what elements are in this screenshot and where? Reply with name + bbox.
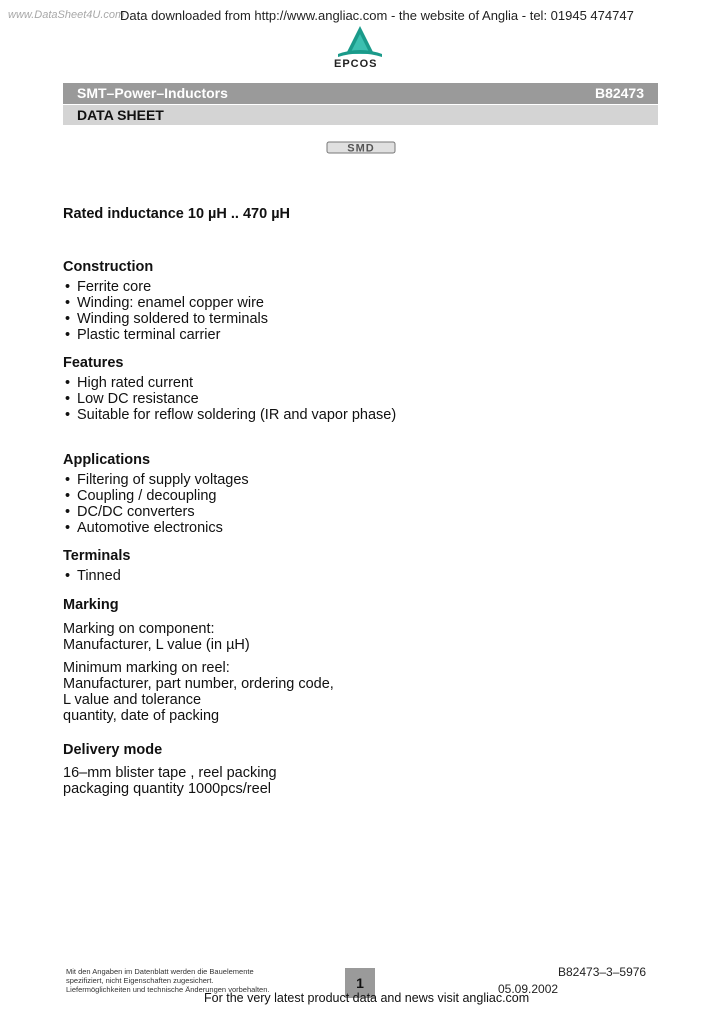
text-line: Manufacturer, L value (in µH) [63, 637, 250, 653]
list-item: • Plastic terminal carrier [63, 327, 268, 343]
text-line: 16–mm blister tape , reel packing [63, 765, 277, 781]
footer-disclaimer [66, 967, 269, 994]
terminals-heading: Terminals [63, 548, 131, 564]
list-item: • Low DC resistance [63, 391, 396, 407]
list-item: • Winding: enamel copper wire [63, 295, 268, 311]
text-line: Mit den Angaben im Datenblatt werden die Bauelemente [66, 967, 254, 976]
construction-heading: Construction [63, 259, 154, 275]
doc-type-bar [63, 105, 658, 125]
page-number: 1 [345, 968, 375, 998]
doc-code: B82473–3–5976 [558, 965, 647, 979]
list-item: • Tinned [63, 568, 121, 584]
text-line: Liefermöglichkeiten und technische Änderungen vorbehalten. [66, 985, 270, 994]
features-heading: Features [63, 355, 124, 371]
rated-inductance: Rated inductance 10 µH .. 470 µH [63, 206, 291, 222]
text-line: L value and tolerance [63, 692, 202, 708]
delivery-heading: Delivery mode [63, 742, 163, 758]
text-line: packaging quantity 1000pcs/reel [63, 781, 271, 797]
smd-badge-text: SMD [347, 142, 375, 155]
features-list [63, 375, 396, 423]
text-line: Marking on component: [63, 621, 215, 637]
list-item: • Filtering of supply voltages [63, 472, 249, 488]
construction-list [63, 279, 268, 343]
product-family: SMT–Power–Inductors [77, 85, 228, 101]
title-bar [63, 83, 658, 104]
applications-list [63, 472, 249, 536]
marking-heading: Marking [63, 597, 119, 613]
marking-para-2 [63, 660, 334, 724]
smd-badge [326, 139, 396, 155]
applications-heading: Applications [63, 452, 151, 468]
doc-type: DATA SHEET [77, 107, 164, 123]
text-line: spezifiziert, nicht Eigenschaften zugesichert. [66, 976, 214, 985]
list-item: • Ferrite core [63, 279, 268, 295]
text-line: quantity, date of packing [63, 708, 220, 724]
list-item: • Automotive electronics [63, 520, 249, 536]
download-note: Data downloaded from http://www.angliac.com - the website of Anglia - tel: 01945 474747 [120, 8, 634, 23]
delivery-text [63, 765, 277, 797]
latest-note[interactable]: For the very latest product data and news visit angliac.com [204, 991, 530, 1005]
list-item: • Suitable for reflow soldering (IR and vapor phase) [63, 407, 396, 423]
list-item: • DC/DC converters [63, 504, 249, 520]
text-line: Manufacturer, part number, ordering code, [63, 676, 334, 692]
logo-text: EPCOS [334, 58, 378, 70]
list-item: • Coupling / decoupling [63, 488, 249, 504]
text-line: Minimum marking on reel: [63, 660, 230, 676]
watermark: www.DataSheet4U.com [8, 9, 125, 21]
list-item: • High rated current [63, 375, 396, 391]
part-code: B82473 [594, 85, 644, 101]
list-item: • Winding soldered to terminals [63, 311, 268, 327]
marking-para-1 [63, 621, 250, 653]
doc-date: 05.09.2002 [498, 982, 559, 996]
terminals-list [63, 568, 121, 584]
